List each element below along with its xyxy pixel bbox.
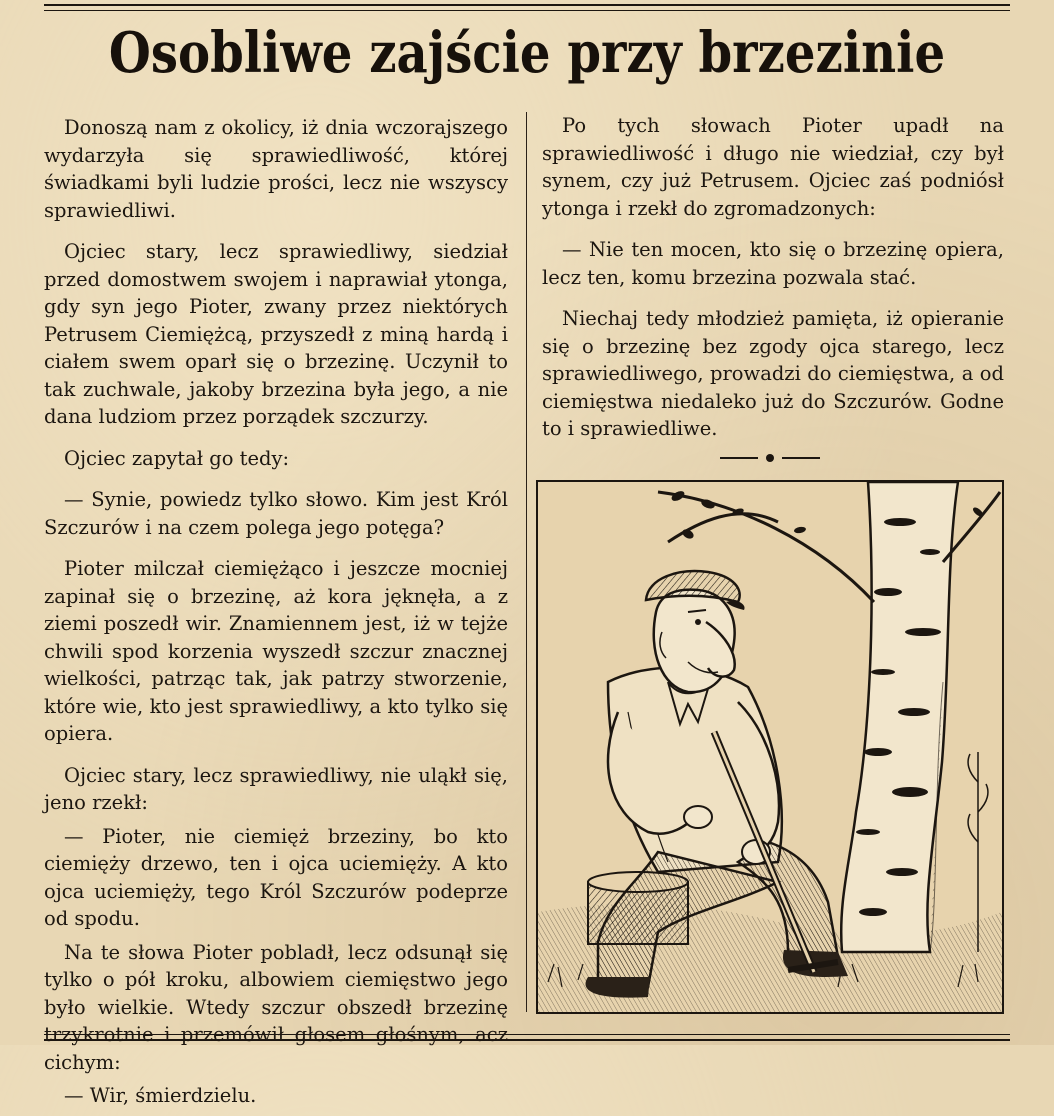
left-paragraph-8: Na te słowa Pioter pobladł, lecz odsunął się tylko o pół kroku, albowiem ciemięstwo jego było wielkie. Wtedy szczur obszedł brzezinę trzykrotnie i przemówił głosem głośnym, acz cichym: bbox=[44, 940, 508, 1074]
engraving-illustration bbox=[536, 480, 1004, 1014]
right-column bbox=[542, 112, 1004, 457]
left-paragraph-9: — Wir, śmierdzielu. bbox=[64, 1084, 257, 1107]
left-paragraph-5: Pioter milczał ciemiężąco i jeszcze mocniej zapinał się o brzezinę, aż kora jęknęła, a z ziemi poszedł wir. Znamiennem jest, iż w tejże chwili spod korzenia wyszedł szczur znacznej wielkości, patrząc tak, jak patrzy stworzenie, które wie, kto jest sprawiedliwy, a kto tylko się opiera. bbox=[44, 557, 508, 745]
left-column bbox=[44, 114, 508, 1116]
left-paragraph-3: Ojciec zapytał go tedy: bbox=[64, 446, 290, 470]
left-paragraph-1: Donoszą nam z okolicy, iż dnia wczorajszego wydarzyła się sprawiedliwość, której świadkami byli ludzie prości, lecz nie wszyscy sprawiedliwi. bbox=[44, 116, 508, 222]
left-paragraph-4: — Synie, powiedz tylko słowo. Kim jest Król Szczurów i na czem polega jego potęga? bbox=[44, 488, 508, 539]
section-ornament bbox=[718, 446, 822, 470]
top-double-rule bbox=[44, 4, 1010, 11]
right-paragraph-2: — Nie ten mocen, kto się o brzezinę opiera, lecz ten, komu brzezina pozwala stać. bbox=[542, 238, 1004, 289]
right-paragraph-3: Niechaj tedy młodzież pamięta, iż opieranie się o brzezinę bez zgody ojca starego, lecz sprawiedliwego, prowadzi do ciemięstwa, a od ciemięstwa niedaleko już do Szczurów. Godne to i sprawiedliwe. bbox=[542, 307, 1004, 440]
bottom-double-rule bbox=[44, 1034, 1010, 1041]
left-paragraph-2: Ojciec stary, lecz sprawiedliwy, siedział przed domostwem swojem i naprawiał ytonga, gdy syn jego Pioter, zwany przez niektórych Petrusem Ciemiężcą, przyszedł z miną hardą i ciałem swem oparł się o brzezinę. Uczynił to tak zuchwale, jakoby brzezina była jego, a nie dana ludziom przez porządek szczurzy. bbox=[44, 240, 508, 428]
left-paragraph-7: — Pioter, nie ciemięż brzeziny, bo kto ciemięży drzewo, ten i ojca uciemięży. A kto ojca uciemięży, tego Król Szczurów podeprze od spodu. bbox=[44, 824, 508, 930]
left-paragraph-6: Ojciec stary, lecz sprawiedliwy, nie uląkł się, jeno rzekł: bbox=[44, 763, 508, 814]
column-divider bbox=[526, 112, 527, 1012]
right-paragraph-1: Po tych słowach Pioter upadł na sprawiedliwość i długo nie wiedział, czy był synem, czy już Petrusem. Ojciec zaś podniósł ytonga i rzekł do zgromadzonych: bbox=[542, 114, 1004, 220]
headline: Osobliwe zajście przy brzezinie bbox=[108, 20, 946, 86]
old-man-under-birch-picture bbox=[538, 482, 1002, 1012]
